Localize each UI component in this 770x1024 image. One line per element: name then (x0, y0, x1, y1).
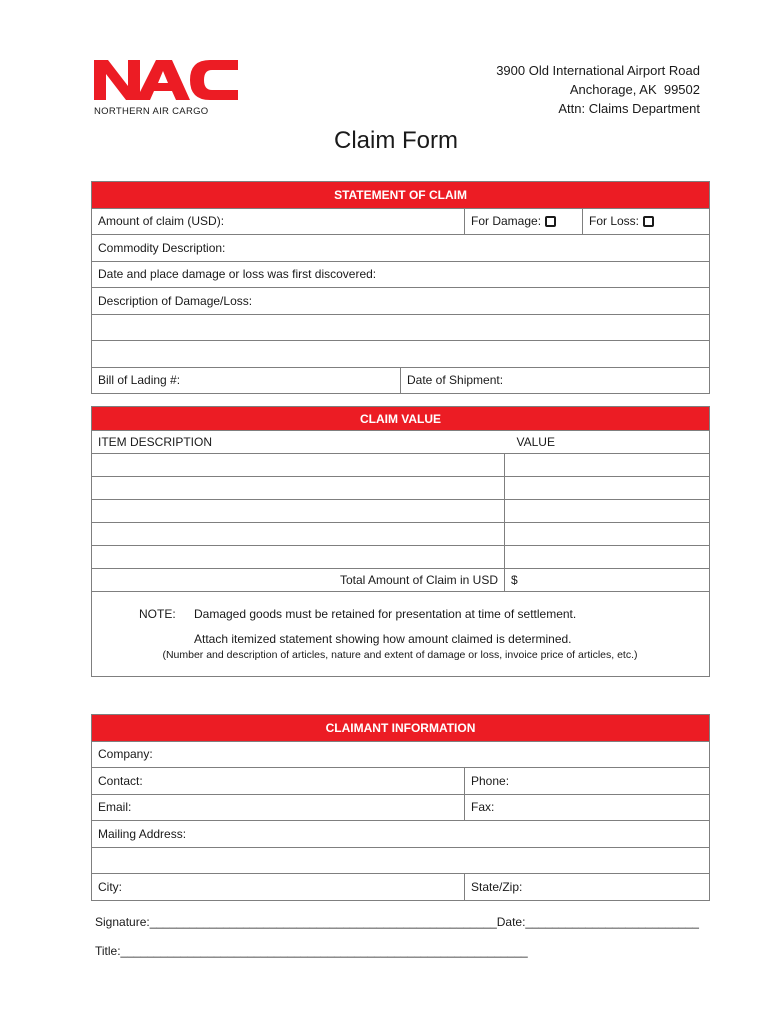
state-zip-field[interactable] (465, 874, 710, 901)
claim-note-box (92, 592, 710, 677)
description-of-damage-field[interactable] (92, 288, 710, 315)
city-field[interactable] (92, 874, 465, 901)
for-damage-checkbox[interactable] (545, 216, 556, 227)
note-line-2: Attach itemized statement showing how amount claimed is determined. (194, 632, 572, 646)
commodity-description-field[interactable] (92, 235, 710, 262)
total-amount-field[interactable] (505, 569, 710, 592)
address-line-1: 3900 Old International Airport Road (496, 63, 700, 78)
for-loss-checkbox[interactable] (643, 216, 654, 227)
mailing-address-field[interactable] (92, 821, 710, 848)
company-logo (92, 56, 244, 120)
fax-field[interactable] (465, 794, 710, 821)
company-address (496, 61, 700, 118)
description-of-damage-label: Description of Damage/Loss: (98, 293, 253, 308)
date-of-shipment-label: Date of Shipment: (407, 373, 504, 388)
address-line-3: Attn: Claims Department (558, 101, 700, 116)
state-zip-label: State/Zip: (471, 879, 523, 894)
company-label: Company: (98, 747, 153, 762)
item-value-cell[interactable] (505, 523, 710, 546)
company-field[interactable] (92, 741, 710, 768)
description-blank-line-1[interactable] (92, 314, 710, 341)
item-description-cell[interactable] (92, 546, 505, 569)
city-label: City: (98, 879, 122, 894)
date-of-shipment-field[interactable] (401, 367, 710, 394)
mailing-address-blank-line[interactable] (92, 847, 710, 874)
note-label: NOTE: (139, 607, 176, 621)
item-value-cell[interactable] (505, 454, 710, 477)
claim-value-section (91, 406, 710, 677)
item-description-cell[interactable] (92, 523, 505, 546)
item-description-cell[interactable] (92, 477, 505, 500)
amount-of-claim-label: Amount of claim (USD): (98, 214, 225, 229)
for-damage-label: For Damage: (471, 214, 542, 229)
for-loss-label: For Loss: (589, 214, 640, 229)
note-line-3: (Number and description of articles, nature and extent of damage or loss, invoice price of articles, etc.) (162, 649, 638, 661)
mailing-address-label: Mailing Address: (98, 826, 187, 841)
title-line[interactable]: Title:_____________________________________________________________ (95, 944, 528, 958)
total-currency-symbol: $ (511, 573, 518, 587)
value-column-label: VALUE (516, 435, 555, 449)
item-description-cell[interactable] (92, 500, 505, 523)
phone-label: Phone: (471, 773, 510, 788)
item-value-cell[interactable] (505, 500, 710, 523)
signature-date-line[interactable]: Signature:____________________________________________________Date:__________________________ (95, 915, 699, 929)
bill-of-lading-field[interactable] (92, 367, 401, 394)
note-line-1: Damaged goods must be retained for presentation at time of settlement. (194, 607, 577, 621)
for-damage-field (465, 208, 583, 235)
amount-of-claim-field[interactable] (92, 208, 465, 235)
item-value-cell[interactable] (505, 477, 710, 500)
email-field[interactable] (92, 794, 465, 821)
date-place-discovered-label: Date and place damage or loss was first discovered: (98, 267, 377, 282)
email-label: Email: (98, 800, 132, 815)
statement-of-claim-section (91, 181, 710, 394)
contact-label: Contact: (98, 773, 143, 788)
page-title: Claim Form (334, 127, 458, 154)
claim-value-header: CLAIM VALUE (92, 407, 710, 431)
address-line-2: Anchorage, AK 99502 (569, 82, 700, 97)
contact-field[interactable] (92, 768, 465, 795)
statement-header: STATEMENT OF CLAIM (92, 182, 710, 209)
phone-field[interactable] (465, 768, 710, 795)
value-column-header (505, 431, 710, 454)
fax-label: Fax: (471, 800, 495, 815)
item-description-cell[interactable] (92, 454, 505, 477)
bill-of-lading-label: Bill of Lading #: (98, 373, 181, 388)
claimant-information-section (91, 714, 710, 901)
description-blank-line-2[interactable] (92, 341, 710, 368)
company-name: NORTHERN AIR CARGO (94, 106, 209, 117)
item-description-column-header: ITEM DESCRIPTION (92, 431, 505, 454)
for-loss-field (583, 208, 710, 235)
total-amount-label: Total Amount of Claim in USD (92, 569, 505, 592)
commodity-description-label: Commodity Description: (98, 240, 226, 255)
date-place-discovered-field[interactable] (92, 261, 710, 288)
claimant-header: CLAIMANT INFORMATION (92, 715, 710, 742)
item-value-cell[interactable] (505, 546, 710, 569)
